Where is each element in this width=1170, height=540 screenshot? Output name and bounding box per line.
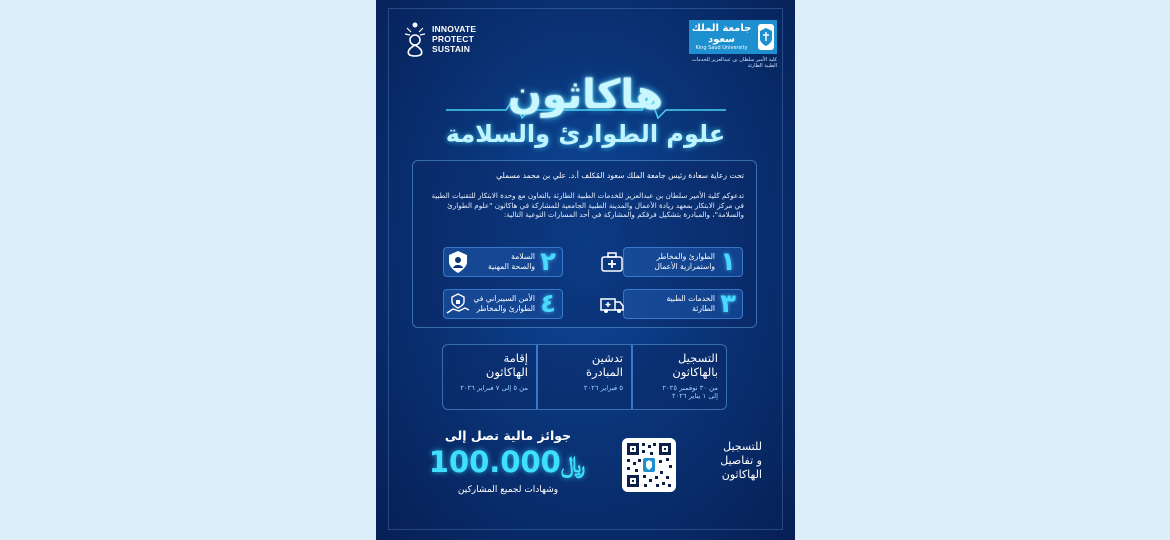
ksu-name-en: King Saud University — [695, 44, 748, 51]
prize-amount — [410, 445, 606, 483]
innovate-protect-sustain-logo — [402, 20, 476, 58]
hackathon-subtitle: علوم الطوارئ والسلامة — [445, 120, 726, 148]
ambulance-icon — [599, 291, 625, 317]
track-label-line1: الطوارئ والمخاطر — [656, 252, 715, 261]
track-label-line2: واستمرارية الأعمال — [654, 262, 715, 271]
track-label-line1: الخدمات الطبية — [666, 294, 715, 303]
first-aid-kit-icon — [599, 249, 625, 275]
timeline-date-line1: من ٣٠ نوفمبر ٢٠٢٥ — [662, 384, 718, 392]
track-label — [624, 252, 715, 272]
timeline-title-line2: المبادرة — [585, 365, 623, 379]
timeline-title-line2: الهاكاثون — [485, 365, 528, 379]
timeline-title-line1: التسجيل — [677, 351, 718, 365]
hackathon-title: هاكاثون — [507, 72, 664, 118]
register-line1: للتسجيل — [723, 440, 762, 453]
timeline-date-line1: ٥ فبراير ٢٠٢٦ — [583, 384, 623, 392]
track-label-line1: السلامة — [511, 252, 535, 261]
track-label — [624, 294, 715, 314]
hackathon-poster — [376, 0, 795, 540]
ksu-logo — [689, 20, 777, 69]
timeline-title-line2: بالهاكاثون — [672, 365, 718, 379]
riyal-symbol-icon: ﷼ — [560, 453, 586, 478]
ksu-name-ar: جامعة الملك سعود — [691, 22, 752, 45]
timeline-title — [637, 351, 718, 379]
prize-amount-value: 100.000 — [428, 445, 561, 479]
timeline-panel — [442, 344, 727, 410]
timeline-date-line1: من ٥ إلى ٧ فبراير ٢٠٢٦ — [460, 384, 528, 392]
ksu-seal-icon — [758, 24, 774, 50]
timeline-title — [542, 351, 623, 379]
track-number: ٤ — [540, 289, 556, 319]
timeline-event — [443, 345, 538, 409]
timeline-date-line2: إلى ١ يناير ٢٠٢٦ — [671, 392, 718, 400]
track-label-line2: الطوارئ والمخاطر — [476, 304, 535, 313]
timeline-date — [637, 384, 718, 400]
timeline-date — [447, 384, 528, 392]
registration-qr-code-icon[interactable] — [622, 438, 676, 492]
info-panel — [412, 160, 757, 328]
invitation-text: تدعوكم كلية الأمير سلطان بن عبدالعزيز للخدمات الطبية الطارئة بالتعاون مع وحدة الابتكار للتقنيات الطبية في مركز الابتكار بمعهد ريادة الأعمال والمدينة الطبية الجامعية للمشاركة في هاكاثون "علوم الطوارئ والسلامة"، والمبادرة بتشكيل فرقكم والمشاركة في أحد المسارات التوعية التالية: — [431, 191, 744, 219]
initiative-word-sustain: SUSTAIN — [432, 44, 471, 54]
initiative-text — [432, 24, 476, 54]
prize-certificates: وشهادات لجميع المشاركين — [457, 485, 559, 495]
timeline-launch — [538, 345, 633, 409]
register-line3: الهاكاثون — [721, 468, 762, 481]
ksu-logo-box — [689, 20, 777, 54]
patronage-text: تحت رعاية سعادة رئيس جامعة الملك سعود المُكلف أ.د. علي بن محمد مسملي — [496, 171, 744, 180]
register-call-to-action — [682, 440, 762, 482]
timeline-title-line1: إقامة — [503, 351, 528, 365]
prize-heading: جوائز مالية تصل إلى — [444, 428, 572, 443]
timeline-title-line1: تدشين — [591, 351, 623, 365]
ksu-wordmark — [689, 23, 754, 52]
college-name: كلية الأمير سلطان بن عبدالعزيز للخدمات الطبية الطارئة — [692, 57, 777, 69]
track-card-1 — [623, 247, 743, 277]
track-label-line1: الأمن السيبراني في — [473, 294, 535, 303]
timeline-registration — [633, 345, 726, 409]
shield-person-icon — [445, 249, 471, 275]
track-number: ٣ — [720, 289, 736, 319]
initiative-word-innovate: INNOVATE — [432, 24, 477, 34]
track-card-3 — [623, 289, 743, 319]
timeline-title — [447, 351, 528, 379]
track-label-line2: والصحة المهنية — [487, 262, 535, 271]
track-number: ١ — [720, 247, 736, 277]
initiative-mark-icon — [402, 20, 428, 58]
cyber-hand-icon — [445, 291, 471, 317]
register-line2: و تفاصيل — [720, 454, 762, 467]
track-label-line2: الطارئة — [692, 304, 715, 313]
track-number: ٢ — [540, 247, 556, 277]
timeline-date — [542, 384, 623, 392]
initiative-word-protect: PROTECT — [432, 34, 475, 44]
prize-section — [410, 428, 606, 495]
